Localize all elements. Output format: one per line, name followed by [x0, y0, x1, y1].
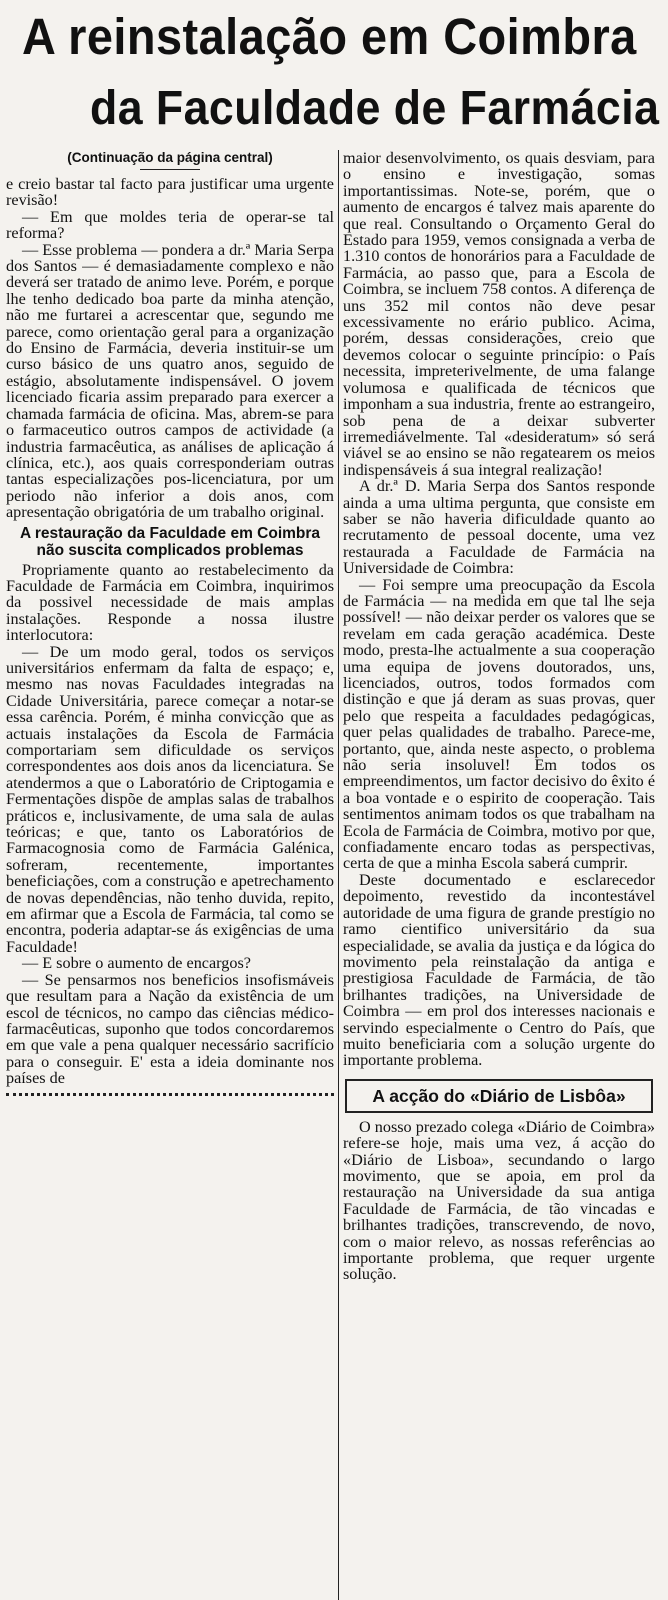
paragraph: — E sobre o aumento de encargos? [22, 954, 251, 973]
boxed-subheading: A acção do «Diário de Lisbôa» [345, 1079, 653, 1113]
paragraph: O nosso prezado colega «Diário de Coimbra» refere-se hoje, mais uma vez, á acção do «Diário de Lisboa», secundando o largo movimento, que se apoia, em prol da restauração na Universidade da sua antiga Faculdade de Farmácia, de tão vincadas e brilhantes tradições, transcrevendo, de novo, com o maior relevo, as nossas referências ao importante problema, que requer urgente solução. [343, 1117, 655, 1284]
headline-line-2: da Faculdade de Farmácia [90, 82, 660, 135]
subheading: A restauração da Faculdade em Coimbra não suscita complicados problemas [19, 524, 321, 559]
headline-line-1: A reinstalação em Coimbra [22, 8, 637, 65]
right-column [343, 150, 655, 1600]
paragraph: — Em que moldes teria de operar-se tal reforma? [6, 207, 334, 243]
continuation-note: (Continuação da página central) [67, 150, 273, 165]
dotted-separator [6, 1093, 334, 1096]
paragraph: — Esse problema — pondera a dr.ª Maria Serpa dos Santos — é demasiadamente complexo e não deverá ser tratado de animo leve. Porém, e porque lhe tenho dedicado boa parte da minha atenção, não me furtarei a acrescentar que, segundo me parece, como orientação geral para a organização do Ensino de Farmácia, deveria instituir-se um curso básico de uns quatro anos, seguido de estágio, absolutamente indispensável. O jovem licenciado ficaria assim preparado para exercer a chamada farmácia de oficina. Mas, abrem-se para o farmaceutico outros campos de actividade (a industria farmacêutica, as análises de aplicação á clínica, etc.), aos quais corresponderiam outras tantas especializações pos-licenciatura, por um periodo não inferior a dois anos, com apresentação obrigatória de um trabalho original. [6, 240, 334, 522]
paragraph: Deste documentado e esclarecedor depoimento, revestido da incontestável autoridade de uma figura de grande prestígio no ramo cientifico universitário da sua especialidade, se avalia da justiça e da lógica do movimento pela reinstalação da antiga e prestigiosa Faculdade de Farmácia, de tão brilhantes tradições, na Universidade de Coimbra — em prol dos interesses nacionais e servindo especialmente o Centro do País, que muito beneficiaria com a solução urgente do importante problema. [343, 870, 655, 1070]
paragraph: maior desenvolvimento, os quais desviam, para o ensino e investigação, somas importantissimas. Note-se, porém, que o aumento de encargos é talvez mais aparente do que real. Consultando o Orçamento Geral do Estado para 1959, vemos consignada a verba de 1.310 contos de honorários para a Faculdade de Farmácia, ao passo que, para a Escola de Coimbra, se incluem 758 contos. A diferença de uns 352 mil contos não deve pesar excessivamente no erário publico. Acima, porém, dessas considerações, creio que devemos colocar o seguinte princípio: o País necessita, impreterivelmente, de uma falange volumosa e qualificada de técnicos que imponham a sua industria, frente ao estrangeiro, sob pena de a deixar subverter irremediávelmente. Tal «desideratum» só será viável se ao ensino se não regatearem os meios indispensáveis á sua integral realização! [343, 150, 655, 479]
short-rule [140, 169, 200, 170]
paragraph: e creio bastar tal facto para justificar uma urgente revisão! [6, 175, 334, 210]
paragraph: Propriamente quanto ao restabelecimento da Faculdade de Farmácia em Coimbra, inquirimos da possivel necessidade de mais amplas instalações. Responde a nossa ilustre interlocutora: [6, 560, 334, 645]
paragraph: — Se pensarmos nos beneficios insofismáveis que resultam para a Nação da existência de um escol de técnicos, no campo das ciências médico-farmacêuticas, suponho que todos concordaremos em que vale a pena qualquer necessário sacrifício para o conseguir. E' esta a ideia dominante nos países de [6, 970, 334, 1088]
paragraph: A dr.ª D. Maria Serpa dos Santos responde ainda a uma ultima pergunta, que consiste em saber se não haveria dificuldade quanto ao recrutamento de pessoal docente, uma vez restaurada a Faculdade de Farmácia na Universidade de Coimbra: [343, 477, 655, 578]
column-divider [338, 150, 339, 1600]
paragraph: — Foi sempre uma preocupação da Escola de Farmácia — na medida em que tal lhe seja possível! — não deixar perder os valores que se revelam em cada geração académica. Deste modo, presta-lhe actualmente a sua cooperação uma equipa de jovens doutorados, uns, licenciados, outros, todos formados com distinção e que já deram as suas provas, quer pelo que respeita a faculdades pedagógicas, quer pelas qualidades de trabalho. Parece-me, portanto, que, ainda neste aspecto, o problema não seria insoluvel! Em todos os empreendimentos, um factor decisivo do êxito é a boa vontade e o espirito de cooperação. Tais sentimentos animam todos os que trabalham na Ecola de Farmácia de Coimbra, motivo por que, confiadamente encaro todas as perspectivas, certa de que a minha Escola saberá cumprir. [343, 575, 655, 873]
left-column [6, 150, 334, 1600]
paragraph: — De um modo geral, todos os serviços universitários enfermam da falta de espaço; e, mesmo nas novas Faculdades integradas na Cidade Universitária, parece começar a notar-se essa carência. Porém, é minha convicção que as actuais instalações da Escola de Farmácia comportariam sem dificuldade os serviços correspondentes aos dois anos da licenciatura. Se atendermos a que o Laboratório de Criptogamia e Fermentações dispõe de amplas salas de trabalhos práticos e, inclusivamente, de uma sala de aulas teóricas; e que, tanto os Laboratórios de Farmacognosia como de Farmácia Galénica, sofreram, recentemente, importantes beneficiações, com a construção e apetrechamento de novas dependências, não tenho duvida, repito, em afirmar que a Escola de Farmácia, tal como se encontra, poderia adaptar-se ás exigências de uma Faculdade! [6, 642, 334, 956]
